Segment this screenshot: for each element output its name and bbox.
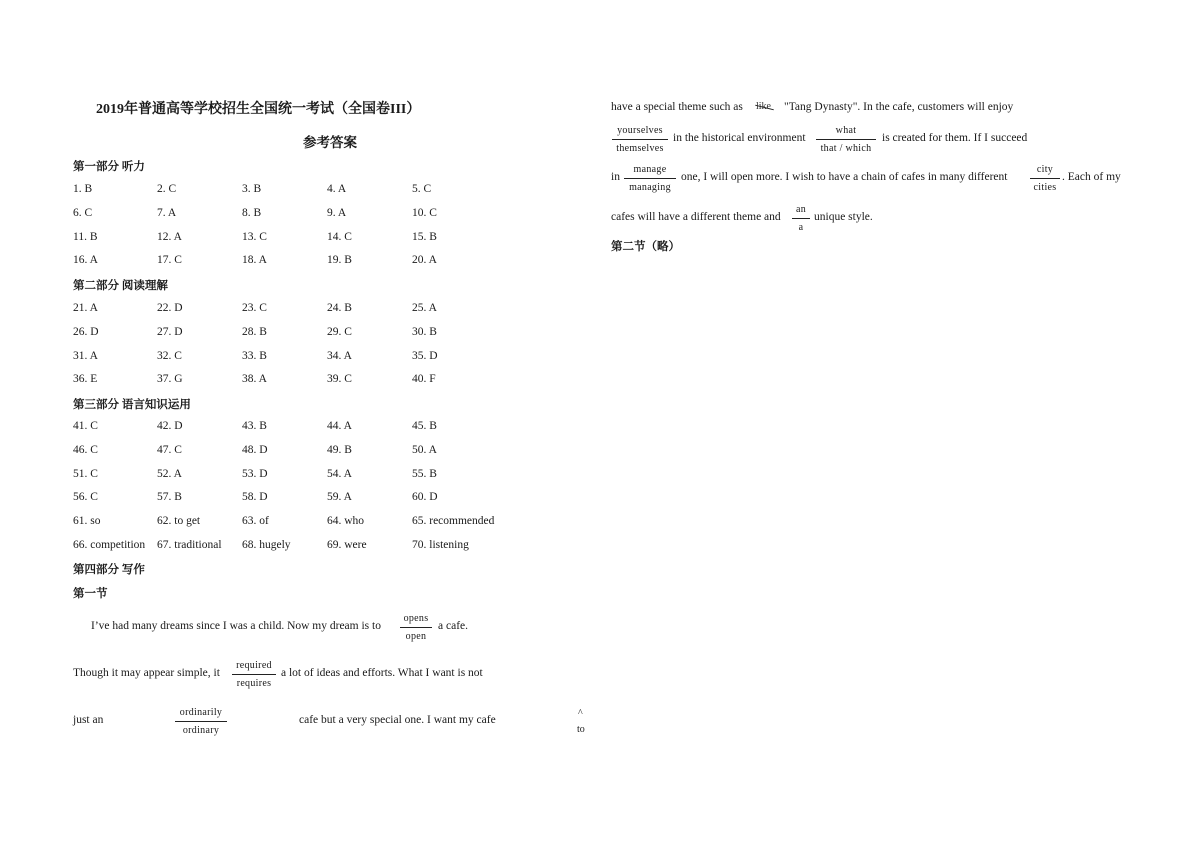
answer-cell: 42. D [157, 420, 183, 432]
answer-cell: 70. listening [412, 539, 469, 551]
original-word: requires [236, 678, 272, 689]
answer-cell: 20. A [412, 254, 437, 267]
answer-cell: 32. C [157, 349, 182, 362]
answer-cell: 63. of [242, 515, 269, 528]
insertion-caret: ^ [578, 708, 583, 719]
correction-word: what [816, 126, 876, 140]
right-line1-text: have a special theme such as [611, 101, 743, 113]
answer-cell: 41. C [73, 420, 98, 432]
answer-row [73, 350, 573, 366]
answer-cell: 58. D [242, 491, 268, 504]
answer-cell: 29. C [327, 325, 352, 338]
answer-cell: 56. C [73, 491, 98, 504]
answer-cell: 19. B [327, 254, 352, 267]
answer-cell: 61. so [73, 515, 101, 528]
correction-word: opens [400, 614, 432, 628]
answer-key-heading: 参考答案 [303, 135, 357, 150]
answer-cell: 34. A [327, 349, 352, 362]
answer-row [73, 515, 573, 531]
essay-line3-mid: cafe but a very special one. I want my cafe [299, 714, 496, 726]
right-line4-text: cafes will have a different theme and [611, 211, 781, 223]
answer-cell: 28. B [242, 325, 267, 338]
answer-row [73, 420, 573, 436]
answer-cell: 14. C [327, 230, 352, 243]
answer-cell: 51. C [73, 467, 98, 480]
answer-row [73, 326, 573, 342]
answer-cell: 44. A [327, 420, 352, 432]
part2-heading: 第二部分 阅读理解 [73, 280, 168, 292]
answer-cell: 9. A [327, 206, 347, 219]
answer-row [73, 491, 573, 507]
correction-word: an [792, 205, 810, 219]
answer-cell: 57. B [157, 491, 182, 504]
answer-row [73, 183, 573, 199]
right-line3-text: one, I will open more. I wish to have a chain of cafes in many different [681, 171, 1008, 183]
correction-word: manage [624, 165, 676, 179]
answer-cell: 5. C [412, 183, 432, 195]
answer-cell: 15. B [412, 230, 437, 243]
essay-line2-text: Though it may appear simple, it [73, 667, 220, 679]
essay-line1-text: I’ve had many dreams since I was a child. Now my dream is to [91, 620, 381, 632]
inserted-word: to [577, 724, 585, 735]
answer-cell: 49. B [327, 443, 352, 456]
answer-cell: 24. B [327, 302, 352, 314]
correction-manage [624, 165, 676, 193]
answer-row [73, 373, 573, 389]
answer-row [73, 231, 573, 247]
correction-city [1030, 165, 1060, 193]
answer-cell: 31. A [73, 349, 98, 362]
answer-cell: 10. C [412, 206, 437, 219]
correction-word: ordinarily [175, 708, 227, 722]
answer-cell: 16. A [73, 254, 98, 267]
right-line3-end: . Each of my [1062, 171, 1121, 183]
answer-cell: 13. C [242, 230, 267, 243]
correction-word: required [232, 661, 276, 675]
answer-cell: 53. D [242, 467, 268, 480]
answer-cell: 18. A [242, 254, 267, 267]
answer-cell: 27. D [157, 325, 183, 338]
correction-an [792, 205, 810, 233]
right-line3-start: in [611, 171, 620, 183]
original-word: managing [629, 182, 671, 193]
answer-cell: 21. A [73, 302, 98, 314]
essay-line3-text: just an [73, 714, 104, 726]
correction-what [816, 126, 876, 154]
answer-cell: 36. E [73, 373, 98, 386]
answer-row [73, 207, 573, 223]
answer-cell: 8. B [242, 206, 262, 219]
answer-cell: 48. D [242, 443, 268, 456]
answer-cell: 45. B [412, 420, 437, 432]
answer-cell: 38. A [242, 373, 267, 386]
answer-cell: 50. A [412, 443, 437, 456]
essay-line1-end: a cafe. [438, 620, 468, 632]
right-line2-end: is created for them. If I succeed [882, 132, 1028, 144]
answer-cell: 22. D [157, 302, 183, 314]
correction-word: city [1030, 165, 1060, 179]
answer-cell: 62. to get [157, 515, 201, 528]
answer-cell: 60. D [412, 491, 438, 504]
answer-cell: 23. C [242, 302, 267, 314]
answer-cell: 33. B [242, 349, 267, 362]
answer-cell: 25. A [412, 302, 437, 314]
original-word: open [405, 631, 427, 642]
part4-heading: 第四部分 写作 [73, 564, 145, 576]
right-line4-end: unique style. [814, 211, 873, 223]
answer-cell: 43. B [242, 420, 267, 432]
answer-cell: 55. B [412, 467, 437, 480]
answer-cell: 11. B [73, 230, 98, 243]
answer-row [73, 468, 573, 484]
answer-row [73, 302, 573, 318]
answer-cell: 37. G [157, 373, 183, 386]
part3-heading: 第三部分 语言知识运用 [73, 399, 191, 411]
answer-cell: 6. C [73, 206, 93, 219]
answer-cell: 52. A [157, 467, 182, 480]
struck-word: like [756, 101, 771, 112]
answer-cell: 30. B [412, 325, 437, 338]
answer-cell: 68. hugely [242, 539, 291, 551]
section1-heading: 第一节 [73, 588, 108, 600]
answer-cell: 47. C [157, 443, 182, 456]
answer-row [73, 254, 573, 270]
essay-line2-end: a lot of ideas and efforts. What I want is not [281, 667, 483, 679]
original-word: cities [1033, 182, 1057, 193]
answer-cell: 46. C [73, 443, 98, 456]
original-word: themselves [616, 143, 664, 154]
right-line2-text: in the historical environment [673, 132, 806, 144]
answer-cell: 65. recommended [412, 515, 495, 528]
correction-word: yourselves [612, 126, 668, 140]
answer-cell: 59. A [327, 491, 352, 504]
answer-cell: 3. B [242, 183, 262, 195]
answer-cell: 64. who [327, 515, 365, 528]
correction-yourselves [612, 126, 668, 154]
answer-cell: 1. B [73, 183, 93, 195]
answer-cell: 66. competition [73, 539, 146, 551]
answer-cell: 17. C [157, 254, 182, 267]
correction-ordinarily [175, 708, 227, 736]
original-word: that / which [820, 143, 872, 154]
answer-cell: 54. A [327, 467, 352, 480]
part1-heading: 第一部分 听力 [73, 161, 145, 173]
document-title: 2019年普通高等学校招生全国统一考试（全国卷III） [96, 102, 421, 117]
original-word: a [798, 222, 804, 233]
answer-cell: 40. F [412, 373, 436, 386]
answer-cell: 35. D [412, 349, 438, 362]
answer-cell: 26. D [73, 325, 99, 338]
answer-cell: 4. A [327, 183, 347, 195]
answer-row [73, 539, 573, 555]
answer-cell: 69. were [327, 539, 367, 551]
correction-opens [400, 614, 432, 642]
correction-required [232, 661, 276, 689]
answer-cell: 7. A [157, 206, 177, 219]
answer-row [73, 444, 573, 460]
answer-cell: 12. A [157, 230, 182, 243]
original-word: ordinary [182, 725, 220, 736]
answer-cell: 39. C [327, 373, 352, 386]
answer-cell: 67. traditional [157, 539, 222, 551]
section2-heading: 第二节（略） [611, 241, 680, 253]
right-line1-end: "Tang Dynasty". In the cafe, customers will enjoy [784, 101, 1014, 113]
answer-cell: 2. C [157, 183, 177, 195]
